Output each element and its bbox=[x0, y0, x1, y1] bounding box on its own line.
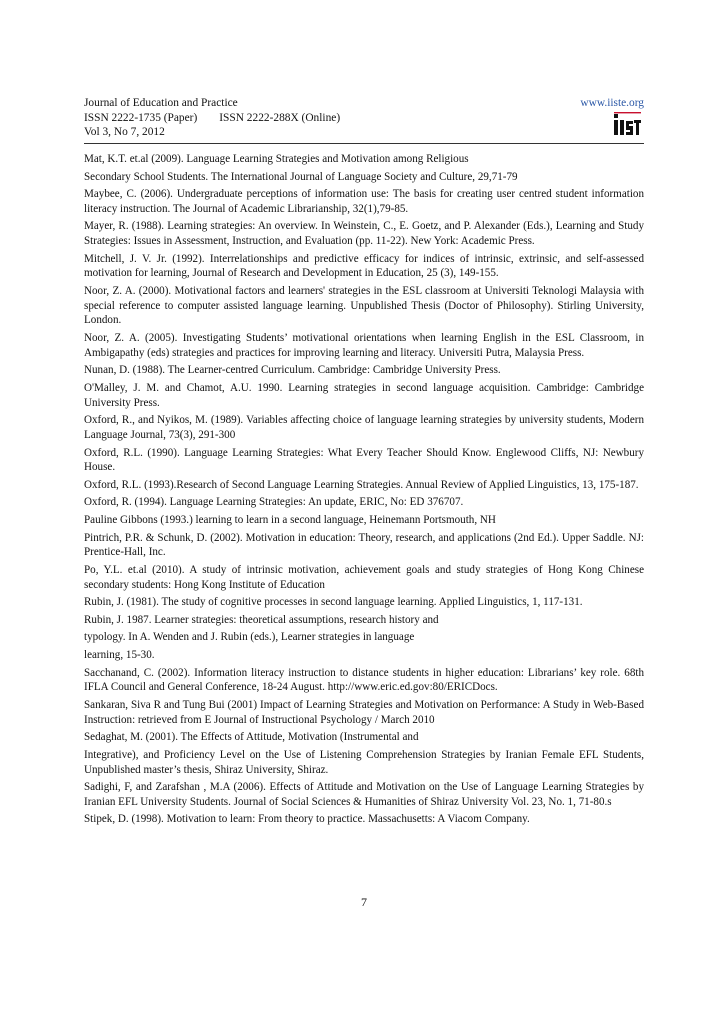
reference-entry: Noor, Z. A. (2000). Motivational factors and learners' strategies in the ESL classroom at Universiti Teknologi Malaysia with special reference to computer assisted language learning. Unpublished Thesis (Doctor of Philosophy). Stirling University, London. bbox=[84, 285, 644, 327]
reference-entry: Stipek, D. (1998). Motivation to learn: From theory to practice. Massachusetts: A Viacom Company. bbox=[84, 813, 530, 826]
header-divider bbox=[84, 143, 644, 144]
issn-online: ISSN 2222-288X (Online) bbox=[219, 111, 341, 124]
journal-header bbox=[84, 96, 644, 142]
reference-entry: Mayer, R. (1988). Learning strategies: An overview. In Weinstein, C., E. Goetz, and P. Alexander (Eds.), Learning and Study Strategies: Issues in Assessment, Instruction, and Evaluation (pp. 11-22). New York: Academic Press. bbox=[84, 220, 644, 248]
reference-entry: Sadighi, F, and Zarafshan , M.A (2006). Effects of Attitude and Motivation on the Use of Language Learning Strategies by Iranian EFL University Students. Journal of Social Sciences & Humanities of Shiraz University Vol. 23, No. 1, 71-80.s bbox=[84, 781, 644, 808]
reference-entry: Sankaran, Siva R and Tung Bui (2001) Impact of Learning Strategies and Motivation on Performance: A Study in Web-Based Instruction: retrieved from E Journal of Instructional Psychology / March 2010 bbox=[84, 698, 644, 726]
reference-entry: Oxford, R., and Nyikos, M. (1989). Variables affecting choice of language learning strategies by university students, Modern Language Journal, 73(3), 291-300 bbox=[84, 414, 644, 441]
reference-entry: Noor, Z. A. (2005). Investigating Students’ motivational orientations when learning English in the ESL Classroom, in Ambigapathy (eds) strategies and practices for improving learning and literacy. Universiti Putra, Malaysia Press. bbox=[84, 332, 644, 359]
reference-entry: Secondary School Students. The International Journal of Language Society and Culture, 29,71-79 bbox=[84, 170, 518, 183]
reference-entry: Rubin, J. (1981). The study of cognitive processes in second language learning. Applied Linguistics, 1, 117-131. bbox=[84, 596, 583, 609]
reference-entry: Oxford, R.L. (1990). Language Learning Strategies: What Every Teacher Should Know. Englewood Cliffs, NJ: Newbury House. bbox=[84, 446, 644, 474]
reference-entry: Nunan, D. (1988). The Learner-centred Curriculum. Cambridge: Cambridge University Press. bbox=[84, 364, 501, 377]
reference-entry: Po, Y.L. et.al (2010). A study of intrinsic motivation, achievement goals and study strategies of Hong Kong Chinese secondary students: Hong Kong Institute of Education bbox=[84, 563, 644, 591]
paper-page bbox=[84, 96, 644, 830]
reference-entry: learning, 15-30. bbox=[84, 649, 155, 662]
reference-entry: Oxford, R.L. (1993).Research of Second Language Learning Strategies. Annual Review of Applied Linguistics, 13, 175-187. bbox=[84, 478, 639, 491]
iiste-logo-icon bbox=[612, 111, 642, 137]
reference-entry: Mat, K.T. et.al (2009). Language Learning Strategies and Motivation among Religious bbox=[84, 153, 469, 165]
reference-entry: Oxford, R. (1994). Language Learning Strategies: An update, ERIC, No: ED 376707. bbox=[84, 496, 464, 509]
reference-entry: Pauline Gibbons (1993.) learning to learn in a second language, Heinemann Portsmouth, NH bbox=[84, 514, 496, 527]
reference-entry: Pintrich, P.R. & Schunk, D. (2002). Motivation in education: Theory, research, and applications (2nd Ed.). Upper Saddle. NJ: Prentice-Hall, Inc. bbox=[84, 531, 644, 559]
volume-info: Vol 3, No 7, 2012 bbox=[84, 126, 165, 138]
reference-entry: Sedaghat, M. (2001). The Effects of Attitude, Motivation (Instrumental and bbox=[84, 731, 419, 744]
reference-entry: O'Malley, J. M. and Chamot, A.U. 1990. Learning strategies in second language acquisition. Cambridge: Cambridge University Press. bbox=[84, 381, 644, 409]
issn-line bbox=[84, 111, 644, 126]
reference-entry: Sacchanand, C. (2002). Information literacy instruction to distance students in higher education: Librarians’ key role. 68th IFLA Council and General Conference, 18-24 August. http://www.eric.ed.gov:80/ERICDocs. bbox=[84, 666, 644, 694]
reference-entry: Integrative), and Proficiency Level on the Use of Listening Comprehension Strategies by Iranian Female EFL Students, Unpublished master’s thesis, Shiraz University, Shiraz. bbox=[84, 748, 644, 776]
reference-entry: Rubin, J. 1987. Learner strategies: theoretical assumptions, research history and bbox=[84, 613, 439, 626]
page-number: 7 bbox=[361, 895, 367, 909]
reference-entry: typology. In A. Wenden and J. Rubin (eds.), Learner strategies in language bbox=[84, 631, 415, 644]
reference-list bbox=[84, 152, 644, 827]
reference-entry: Mitchell, J. V. Jr. (1992). Interrelationships and predictive efficacy for indices of intrinsic, extrinsic, and self-assessed motivation for learning, Journal of Research and Development in Education, 25 (3), 149-155. bbox=[84, 252, 644, 280]
journal-website-link[interactable]: www.iiste.org bbox=[580, 97, 644, 109]
reference-entry: Maybee, C. (2006). Undergraduate perceptions of information use: The basis for creating user centred student information literacy instruction. The Journal of Academic Librarianship, 32(1),79-85. bbox=[84, 188, 644, 215]
journal-title: Journal of Education and Practice bbox=[84, 97, 238, 109]
issn-paper: ISSN 2222-1735 (Paper) bbox=[84, 111, 198, 124]
